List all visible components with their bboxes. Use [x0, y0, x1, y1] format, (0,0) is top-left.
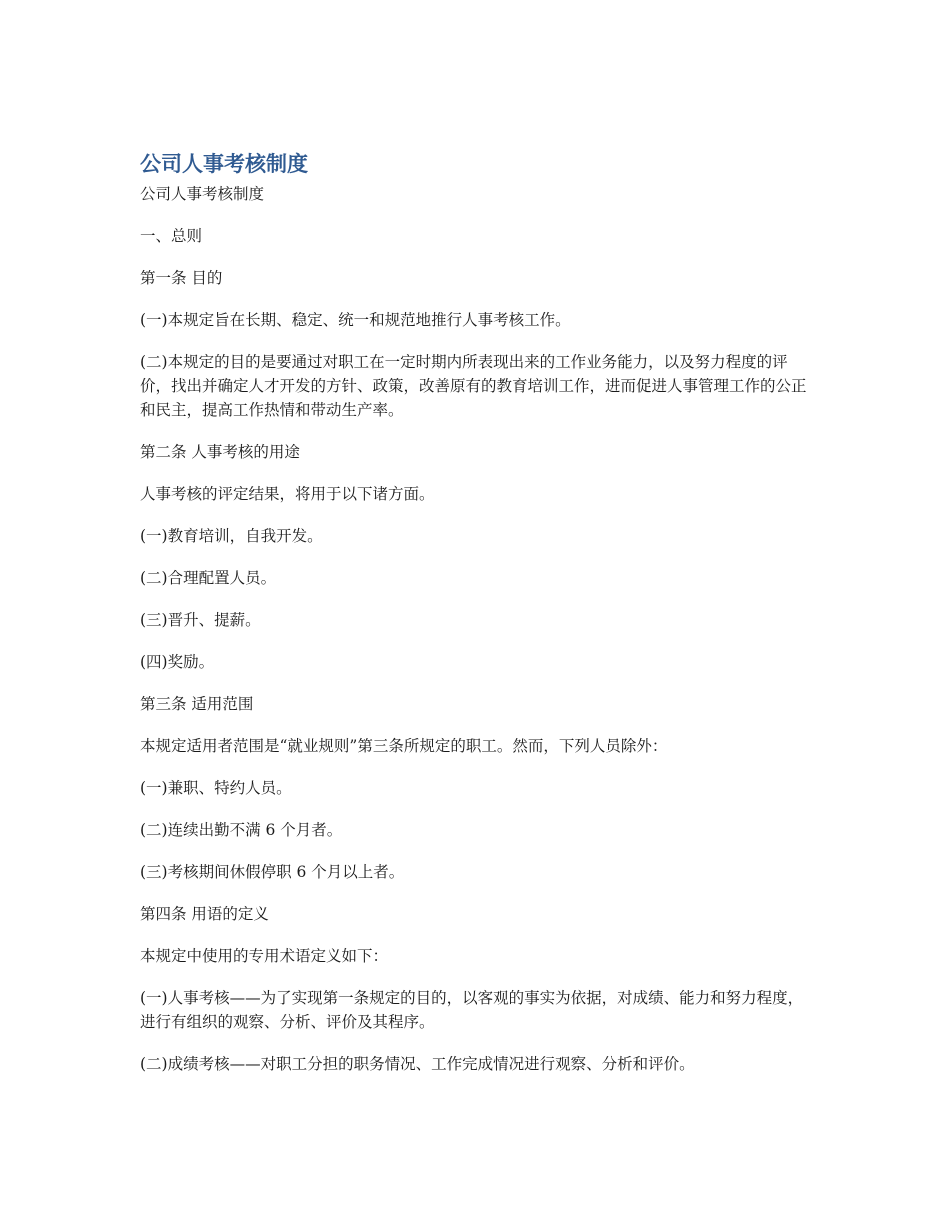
document-subtitle: 公司人事考核制度	[140, 185, 265, 203]
list-item: (二)连续出勤不满 6 个月者。	[140, 821, 343, 839]
list-item: (三)晋升、提薪。	[140, 611, 261, 629]
article-heading-1: 第一条 目的	[140, 269, 223, 287]
paragraph: 本规定中使用的专用术语定义如下：	[140, 947, 389, 965]
paragraph: 人事考核的评定结果，将用于以下诸方面。	[140, 485, 435, 503]
paragraph: (一)本规定旨在长期、稳定、统一和规范地推行人事考核工作。	[140, 311, 571, 329]
list-item: (四)奖励。	[140, 653, 215, 671]
document-title: 公司人事考核制度	[140, 152, 308, 176]
article-heading-2: 第二条 人事考核的用途	[140, 443, 300, 461]
list-item: (二)成绩考核——对职工分担的职务情况、工作完成情况进行观察、分析和评价。	[140, 1055, 695, 1073]
paragraph: (二)本规定的目的是要通过对职工在一定时期内所表现出来的工作业务能力，以及努力程度的评价，找出并确定人才开发的方针、政策，改善原有的教育培训工作，进而促进人事管理工作的公正和民主，提高工作热情和带动生产率。	[140, 353, 807, 419]
section-heading-general: 一、总则	[140, 227, 203, 245]
article-heading-4: 第四条 用语的定义	[140, 905, 269, 923]
list-item: (三)考核期间休假停职 6 个月以上者。	[140, 863, 405, 881]
article-heading-3: 第三条 适用范围	[140, 695, 254, 713]
paragraph: 本规定适用者范围是“就业规则”第三条所规定的职工。然而，下列人员除外：	[140, 737, 668, 755]
list-item: (一)人事考核——为了实现第一条规定的目的，以客观的事实为依据，对成绩、能力和努力程度，进行有组织的观察、分析、评价及其程序。	[140, 989, 804, 1031]
list-item: (一)兼职、特约人员。	[140, 779, 292, 797]
document-page	[140, 148, 812, 1076]
list-item: (二)合理配置人员。	[140, 569, 277, 587]
list-item: (一)教育培训，自我开发。	[140, 527, 323, 545]
